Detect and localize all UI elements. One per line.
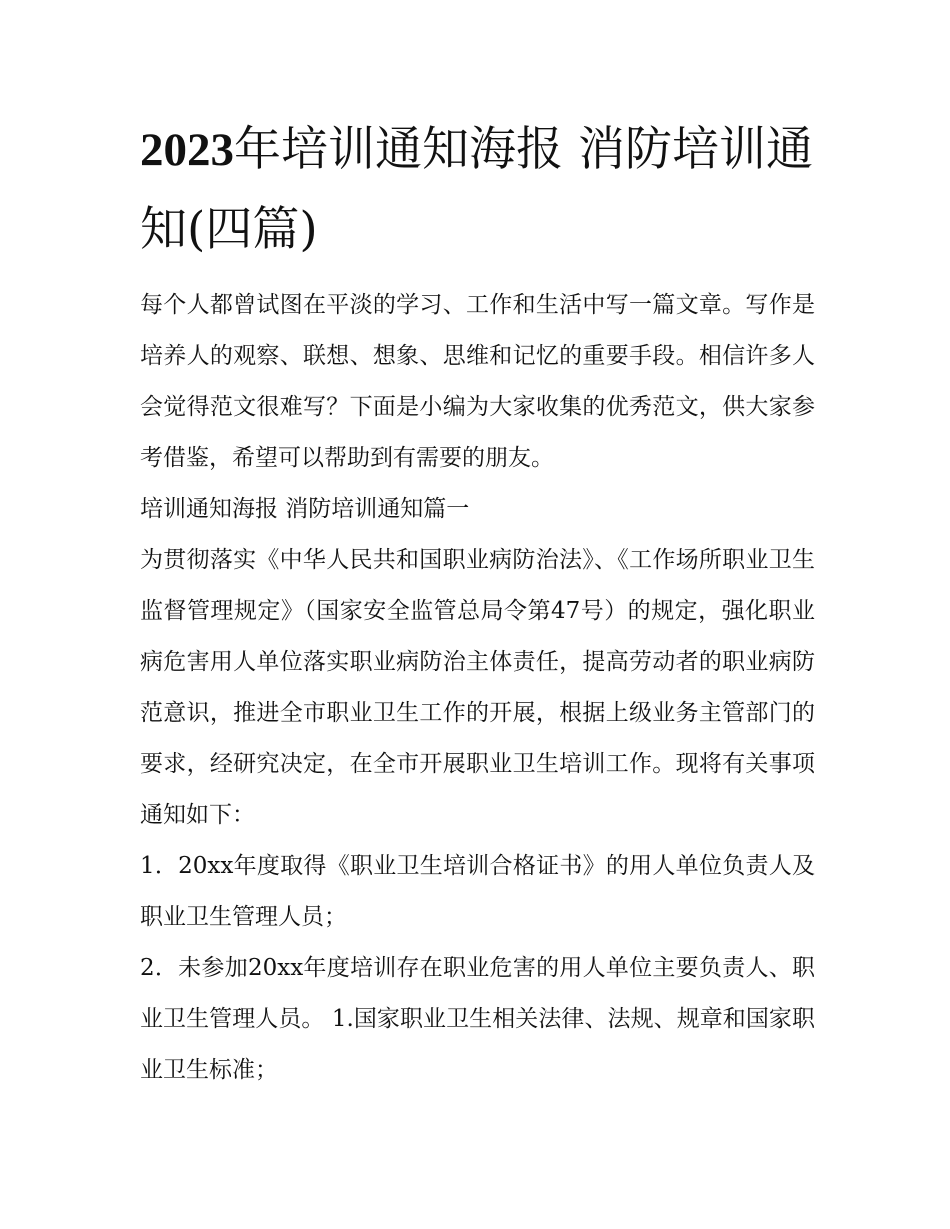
title-text: 年培训通知海报 消防培训通知(四篇) xyxy=(140,122,813,257)
document-page xyxy=(140,110,815,1096)
document-title xyxy=(140,110,815,270)
list-item-2: 2．未参加20xx年度培训存在职业危害的用人单位主要负责人、职业卫生管理人员。 1.国家职业卫生相关法律、法规、规章和国家职业卫生标准； xyxy=(140,955,815,1083)
list-item-1: 1．20xx年度取得《职业卫生培训合格证书》的用人单位负责人及职业卫生管理人员； xyxy=(140,853,815,930)
section-heading: 培训通知海报 消防培训通知篇一 xyxy=(140,496,470,522)
body-paragraph: 为贯彻落实《中华人民共和国职业病防治法》、《工作场所职业卫生监督管理规定》（国家安全监管总局令第47号）的规定，强化职业病危害用人单位落实职业病防治主体责任，提高劳动者的职业病防范意识，推进全市职业卫生工作的开展，根据上级业务主管部门的要求，经研究决定，在全市开展职业卫生培训工作。现将有关事项通知如下： xyxy=(140,547,815,828)
title-year: 2023 xyxy=(140,124,234,176)
intro-paragraph: 每个人都曾试图在平淡的学习、工作和生活中写一篇文章。写作是培养人的观察、联想、想象、思维和记忆的重要手段。相信许多人会觉得范文很难写？下面是小编为大家收集的优秀范文，供大家参考借鉴，希望可以帮助到有需要的朋友。 xyxy=(140,292,815,471)
